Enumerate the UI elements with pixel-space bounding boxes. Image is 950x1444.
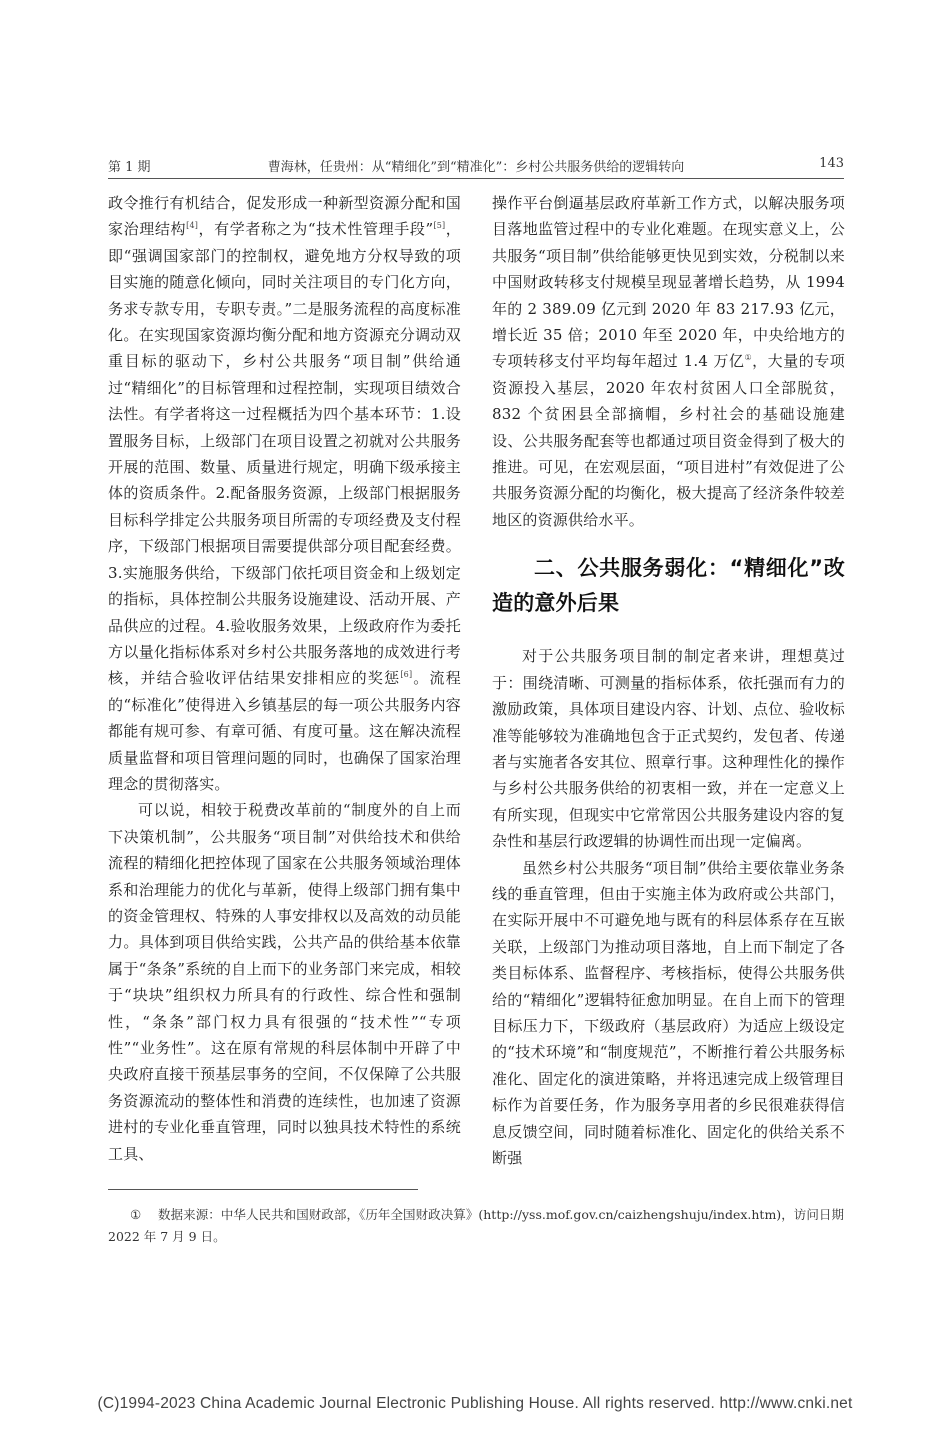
footnote-marker: ① <box>130 1207 142 1222</box>
page-number: 143 <box>819 156 844 171</box>
paragraph: 虽然乡村公共服务“项目制”供给主要依靠业务条线的垂直管理，但由于实施主体为政府或公共部门，在实际开展中不可避免地与既有的科层体系存在互嵌关联，上级部门为推动项目落地，自上而下制定了各类目标体系、监督程序、考核指标，使得公共服务供给的“精细化”逻辑特征愈加明显。在自上而下的管理目标压力下，下级政府（基层政府）为适应上级设定的“技术环境”和“制度规范”，不断推行着公共服务标准化、固定化的演进策略，并将迅速完成上级管理目标作为首要任务，作为服务享用者的乡民很难获得信息反馈空间，同时随着标准化、固定化的供给关系不断强 <box>492 858 845 1167</box>
footnote-rule <box>108 1189 418 1190</box>
paragraph-text: 操作平台倒逼基层政府革新工作方式，以解决服务项目落地监管过程中的专业化难题。在现实意义上，公共服务“项目制”供给能够更快见到实效，分税制以来中国财政转移支付规模呈现显著增长趋势，从 1994 年的 2 389.09 亿元到 2020 年 83 217.93 亿元，增长近 35 倍；2010 年至 2020 年，中央给地方的专项转移支付平均每年超过 1.4 万亿 <box>492 194 845 371</box>
paragraph <box>492 190 845 533</box>
citation-ref[interactable]: [5] <box>433 221 446 231</box>
running-header <box>108 152 844 174</box>
running-title: 曹海林，任贵州：从“精细化”到“精准化”：乡村公共服务供给的逻辑转向 <box>267 160 685 175</box>
footnote <box>108 1204 844 1248</box>
paragraph <box>108 190 461 797</box>
citation-ref[interactable]: [4] <box>186 221 199 231</box>
paragraph-text: ，即“强调国家部门的控制权，避免地方分权导致的项目实施的随意化倾向，同时关注项目的专门化方向，务求专款专用，专职专责。”二是服务流程的高度标准化。在实现国家资源均衡分配和地方资源充分调动双重目标的驱动下，乡村公共服务“项目制”供给通过“精细化”的目标管理和过程控制，实现项目绩效合法性。有学者将这一过程概括为四个基本环节：1.设置服务目标，上级部门在项目设置之初就对公共服务开展的范围、数量、质量进行规定，明确下级承接主体的资质条件。2.配备服务资源，上级部门根据服务目标科学排定公共服务项目所需的专项经费及支付程序，下级部门根据项目需要提供部分项目配套经费。3.实施服务供给，下级部门依托项目资金和上级划定的指标，具体控制公共服务设施建设、活动开展、产品供应的过程。4.验收服务效果，上级政府作为委托方以量化指标体系对乡村公共服务落地的成效进行考核，并结合验收评估结果安排相应的奖惩 <box>108 220 462 688</box>
citation-ref[interactable]: [6] <box>400 670 413 680</box>
footnote-ref[interactable]: ① <box>744 353 753 363</box>
copyright-line: (C)1994-2023 China Academic Journal Electronic Publishing House. All rights reserved. http://www.cnki.net <box>97 1395 853 1412</box>
footnote-text: 数据来源：中华人民共和国财政部，《历年全国财政决算》(http://yss.mof.gov.cn/caizhengshuju/index.htm)，访问日期 2022 年 7 月 9 日。 <box>108 1207 844 1244</box>
left-column <box>108 190 461 1167</box>
paragraph-text: 。流程的“标准化”使得进入乡镇基层的每一项公共服务内容都能有规可参、有章可循、有度可量。这在解决流程质量监督和项目管理问题的同时，也确保了国家治理理念的贯彻落实。 <box>108 669 461 793</box>
right-column <box>492 190 845 1171</box>
paragraph-text: ，大量的专项资源投入基层，2020 年农村贫困人口全部脱贫，832 个贫困县全部摘帽，乡村社会的基础设施建设、公共服务配套等也都通过项目资金得到了极大的推进。可见，在宏观层面，“项目进村”有效促进了公共服务资源分配的均衡化，极大提高了经济条件较差地区的资源供给水平。 <box>492 352 845 529</box>
paragraph: 对于公共服务项目制的制定者来讲，理想莫过于：围绕清晰、可测量的指标体系，依托强而有力的激励政策，具体项目建设内容、计划、点位、验收标准等能够较为准确地包含于正式契约，发包者、传递者与实施者各安其位、照章行事。这种理性化的操作与乡村公共服务供给的初衷相一致，并在一定意义上有所实现，但现实中它常常因公共服务建设内容的复杂性和基层行政逻辑的协调性而出现一定偏离。 <box>492 647 845 851</box>
header-rule <box>108 178 844 179</box>
paragraph-text: 政令推行有机结合，促发形成一种新型资源分配和国家治理结构 <box>108 194 461 239</box>
paragraph-text: ，有学者称之为“技术性管理手段” <box>198 220 434 239</box>
paragraph: 可以说，相较于税费改革前的“制度外的自上而下决策机制”，公共服务“项目制”对供给技术和供给流程的精细化把控体现了国家在公共服务领域治理体系和治理能力的优化与革新，使得上级部门拥有集中的资金管理权、特殊的人事安排权以及高效的动员能力。具体到项目供给实践，公共产品的供给基本依靠属于“条条”系统的自上而下的业务部门来完成，相较于“块块”组织权力所具有的行政性、综合性和强制性，“条条”部门权力具有很强的“技术性”“专项性”“业务性”。这在原有常规的科层体制中开辟了中央政府直接干预基层事务的空间，不仅保障了公共服务资源流动的整体性和消费的连续性，也加速了资源进村的专业化垂直管理，同时以独具技术特性的系统工具、 <box>108 801 461 1163</box>
issue-number: 第 1 期 <box>108 160 151 175</box>
section-heading: 二、公共服务弱化：“精细化”改造的意外后果 <box>492 556 845 616</box>
